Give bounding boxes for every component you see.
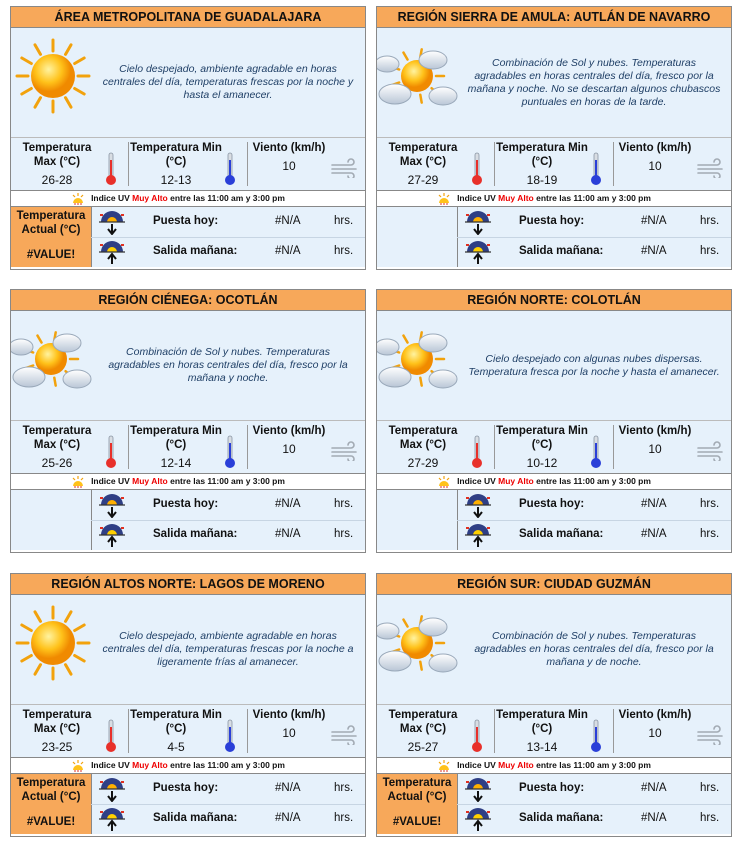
- uv-level: Muy Alto: [498, 193, 534, 203]
- uv-level: Muy Alto: [498, 476, 534, 486]
- thermometer-cold-icon: [590, 152, 602, 186]
- uv-index-row: [377, 191, 731, 207]
- region-title: REGIÓN SUR: CIUDAD GUZMÁN: [377, 574, 731, 595]
- sunrise-label: Salida mañana:: [519, 812, 604, 824]
- forecast-description: Combinación de Sol y nubes. Temperaturas agradables en horas centrales del día, fresco por la mañana y noche.: [108, 346, 348, 384]
- sunset-label: Puesta hoy:: [519, 215, 585, 227]
- forecast-description: Cielo despejado con algunas nubes dispersas. Temperatura fresca por la noche y hasta el amanecer.: [468, 352, 720, 378]
- current-temperature: [11, 207, 92, 267]
- uv-sun-icon: [71, 192, 85, 205]
- sunrise-row: [91, 237, 365, 267]
- sunset-icon: [463, 492, 493, 518]
- sunrise-unit: hrs.: [700, 528, 720, 540]
- region-title: REGIÓN NORTE: COLOTLÁN: [377, 290, 731, 311]
- sunset-value: #N/A: [641, 782, 667, 794]
- uv-index-row: [377, 758, 731, 774]
- sunrise-unit: hrs.: [334, 245, 354, 257]
- uv-suffix: entre las 11:00 am y 3:00 pm: [533, 193, 651, 203]
- sunrise-icon: [97, 239, 127, 265]
- tmax-label: Temperatura Max (°C): [22, 142, 92, 168]
- sunset-icon: [463, 776, 493, 802]
- wind-value: 10: [282, 726, 296, 740]
- sunrise-label: Salida mañana:: [519, 245, 604, 257]
- uv-prefix: Indice UV: [457, 193, 499, 203]
- sunrise-value: #N/A: [641, 528, 667, 540]
- sun-icon: [11, 603, 95, 683]
- tmin-value: 13-14: [526, 740, 558, 754]
- sunrise-value: #N/A: [275, 528, 301, 540]
- tmax-value: 27-29: [407, 173, 439, 187]
- region-card: [376, 289, 732, 553]
- thermometer-cold-icon: [590, 435, 602, 469]
- sunrise-icon: [97, 806, 127, 832]
- sunset-value: #N/A: [641, 498, 667, 510]
- tmin-value: 10-12: [526, 456, 558, 470]
- region-title: REGIÓN ALTOS NORTE: LAGOS DE MORENO: [11, 574, 365, 595]
- current-temp-value: #VALUE!: [26, 816, 76, 828]
- sunrise-row: [457, 804, 731, 834]
- sunset-value: #N/A: [275, 498, 301, 510]
- sunrise-label: Salida mañana:: [153, 528, 238, 540]
- wind-label: Viento (km/h): [252, 142, 326, 154]
- thermometer-cold-icon: [224, 719, 236, 753]
- sunset-row: [457, 774, 731, 804]
- sunset-label: Puesta hoy:: [519, 782, 585, 794]
- region-card: [10, 289, 366, 553]
- current-temp-value: #VALUE!: [26, 249, 76, 261]
- current-temperature: [11, 774, 92, 834]
- sunrise-value: #N/A: [641, 812, 667, 824]
- current-temp-label: Temperatura Actual (°C): [16, 777, 86, 803]
- region-card: [10, 573, 366, 837]
- sunrise-label: Salida mañana:: [519, 528, 604, 540]
- tmin-label: Temperatura Min (°C): [496, 425, 588, 451]
- wind-value: 10: [282, 159, 296, 173]
- thermometer-hot-icon: [105, 152, 117, 186]
- sunset-row: [457, 490, 731, 520]
- thermometer-cold-icon: [590, 719, 602, 753]
- uv-suffix: entre las 11:00 am y 3:00 pm: [167, 193, 285, 203]
- tmax-value: 23-25: [41, 740, 73, 754]
- wind-value: 10: [648, 442, 662, 456]
- wind-icon: [331, 725, 361, 745]
- sunset-label: Puesta hoy:: [153, 498, 219, 510]
- thermometer-cold-icon: [224, 435, 236, 469]
- forecast-description: Combinación de Sol y nubes. Temperaturas agradables en horas centrales del día, fresco por la mañana y noche. No se descartan algunos chubascos puntuales en horas de la tarde.: [467, 56, 721, 108]
- sunrise-row: [91, 520, 365, 550]
- sunrise-row: [91, 804, 365, 834]
- sunrise-icon: [97, 522, 127, 548]
- sunset-unit: hrs.: [700, 498, 720, 510]
- wind-value: 10: [648, 726, 662, 740]
- wind-icon: [697, 441, 727, 461]
- forecast-description: Combinación de Sol y nubes. Temperaturas agradables en horas centrales del día, fresco por la mañana y de noche.: [474, 630, 714, 668]
- current-temperature: [377, 207, 458, 267]
- sun-cloud-icon: [11, 319, 95, 399]
- sunrise-row: [457, 237, 731, 267]
- wind-label: Viento (km/h): [252, 425, 326, 437]
- tmin-label: Temperatura Min (°C): [496, 142, 588, 168]
- forecast-description: Cielo despejado, ambiente agradable en horas centrales del día, temperaturas frescas por la noche y hasta el amanecer.: [102, 63, 354, 101]
- sunset-unit: hrs.: [700, 215, 720, 227]
- sunset-label: Puesta hoy:: [519, 498, 585, 510]
- uv-sun-icon: [437, 759, 451, 772]
- sunset-icon: [97, 776, 127, 802]
- sun-cloud-icon: [377, 319, 461, 399]
- wind-icon: [331, 158, 361, 178]
- tmin-label: Temperatura Min (°C): [130, 142, 222, 168]
- tmax-value: 26-28: [41, 173, 73, 187]
- region-card: [10, 6, 366, 270]
- region-title: ÁREA METROPOLITANA DE GUADALAJARA: [11, 7, 365, 28]
- wind-value: 10: [648, 159, 662, 173]
- tmin-value: 18-19: [526, 173, 558, 187]
- current-temp-label: Temperatura Actual (°C): [382, 777, 452, 803]
- sunset-unit: hrs.: [334, 498, 354, 510]
- sunrise-unit: hrs.: [334, 528, 354, 540]
- uv-prefix: Indice UV: [457, 476, 499, 486]
- thermometer-hot-icon: [105, 435, 117, 469]
- sunrise-value: #N/A: [641, 245, 667, 257]
- sunset-icon: [97, 492, 127, 518]
- sunset-row: [91, 774, 365, 804]
- sunset-icon: [97, 209, 127, 235]
- sun-icon: [11, 36, 95, 116]
- current-temperature: [377, 490, 458, 550]
- sunset-unit: hrs.: [334, 215, 354, 227]
- uv-level: Muy Alto: [132, 193, 168, 203]
- wind-icon: [331, 441, 361, 461]
- uv-prefix: Indice UV: [91, 193, 133, 203]
- sunrise-icon: [463, 239, 493, 265]
- sunset-row: [457, 207, 731, 237]
- sunset-unit: hrs.: [334, 782, 354, 794]
- region-title: REGIÓN SIERRA DE AMULA: AUTLÁN DE NAVARRO: [377, 7, 731, 28]
- sunrise-label: Salida mañana:: [153, 812, 238, 824]
- uv-suffix: entre las 11:00 am y 3:00 pm: [533, 476, 651, 486]
- sunset-label: Puesta hoy:: [153, 782, 219, 794]
- tmin-value: 12-13: [160, 173, 192, 187]
- thermometer-cold-icon: [224, 152, 236, 186]
- sunset-value: #N/A: [275, 215, 301, 227]
- thermometer-hot-icon: [471, 152, 483, 186]
- tmax-value: 27-29: [407, 456, 439, 470]
- uv-prefix: Indice UV: [457, 760, 499, 770]
- tmax-value: 25-27: [407, 740, 439, 754]
- thermometer-hot-icon: [105, 719, 117, 753]
- tmax-label: Temperatura Max (°C): [388, 142, 458, 168]
- tmax-label: Temperatura Max (°C): [22, 425, 92, 451]
- wind-value: 10: [282, 442, 296, 456]
- tmin-value: 4-5: [167, 740, 185, 754]
- uv-level: Muy Alto: [498, 760, 534, 770]
- tmin-label: Temperatura Min (°C): [130, 425, 222, 451]
- tmin-value: 12-14: [160, 456, 192, 470]
- wind-label: Viento (km/h): [252, 709, 326, 721]
- tmax-label: Temperatura Max (°C): [388, 425, 458, 451]
- tmin-label: Temperatura Min (°C): [496, 709, 588, 735]
- sun-cloud-icon: [377, 603, 461, 683]
- uv-index-row: [11, 191, 365, 207]
- uv-prefix: Indice UV: [91, 760, 133, 770]
- tmax-label: Temperatura Max (°C): [22, 709, 92, 735]
- tmax-value: 25-26: [41, 456, 73, 470]
- uv-suffix: entre las 11:00 am y 3:00 pm: [533, 760, 651, 770]
- wind-icon: [697, 158, 727, 178]
- uv-suffix: entre las 11:00 am y 3:00 pm: [167, 476, 285, 486]
- wind-icon: [697, 725, 727, 745]
- thermometer-hot-icon: [471, 435, 483, 469]
- uv-level: Muy Alto: [132, 760, 168, 770]
- uv-prefix: Indice UV: [91, 476, 133, 486]
- sunrise-icon: [463, 806, 493, 832]
- sunset-unit: hrs.: [700, 782, 720, 794]
- thermometer-hot-icon: [471, 719, 483, 753]
- sunrise-row: [457, 520, 731, 550]
- region-title: REGIÓN CIÉNEGA: OCOTLÁN: [11, 290, 365, 311]
- uv-suffix: entre las 11:00 am y 3:00 pm: [167, 760, 285, 770]
- current-temperature: [377, 774, 458, 834]
- sunset-icon: [463, 209, 493, 235]
- sunrise-label: Salida mañana:: [153, 245, 238, 257]
- sunset-label: Puesta hoy:: [153, 215, 219, 227]
- sunset-row: [91, 207, 365, 237]
- forecast-description: Cielo despejado, ambiente agradable en horas centrales del día, temperaturas frescas por la noche a ligeramente frías al amanecer.: [102, 630, 354, 668]
- uv-index-row: [11, 474, 365, 490]
- sun-cloud-icon: [377, 36, 461, 116]
- wind-label: Viento (km/h): [618, 709, 692, 721]
- current-temp-label: Temperatura Actual (°C): [16, 210, 86, 236]
- tmin-label: Temperatura Min (°C): [130, 709, 222, 735]
- sunset-value: #N/A: [275, 782, 301, 794]
- region-card: [376, 573, 732, 837]
- sunset-row: [91, 490, 365, 520]
- sunrise-icon: [463, 522, 493, 548]
- sunrise-value: #N/A: [275, 245, 301, 257]
- current-temperature: [11, 490, 92, 550]
- uv-sun-icon: [437, 475, 451, 488]
- sunrise-unit: hrs.: [334, 812, 354, 824]
- sunset-value: #N/A: [641, 215, 667, 227]
- tmax-label: Temperatura Max (°C): [388, 709, 458, 735]
- sunrise-value: #N/A: [275, 812, 301, 824]
- current-temp-value: #VALUE!: [392, 816, 442, 828]
- uv-sun-icon: [71, 759, 85, 772]
- uv-sun-icon: [437, 192, 451, 205]
- wind-label: Viento (km/h): [618, 425, 692, 437]
- uv-level: Muy Alto: [132, 476, 168, 486]
- sunrise-unit: hrs.: [700, 812, 720, 824]
- uv-index-row: [11, 758, 365, 774]
- uv-index-row: [377, 474, 731, 490]
- wind-label: Viento (km/h): [618, 142, 692, 154]
- sunrise-unit: hrs.: [700, 245, 720, 257]
- uv-sun-icon: [71, 475, 85, 488]
- region-card: [376, 6, 732, 270]
